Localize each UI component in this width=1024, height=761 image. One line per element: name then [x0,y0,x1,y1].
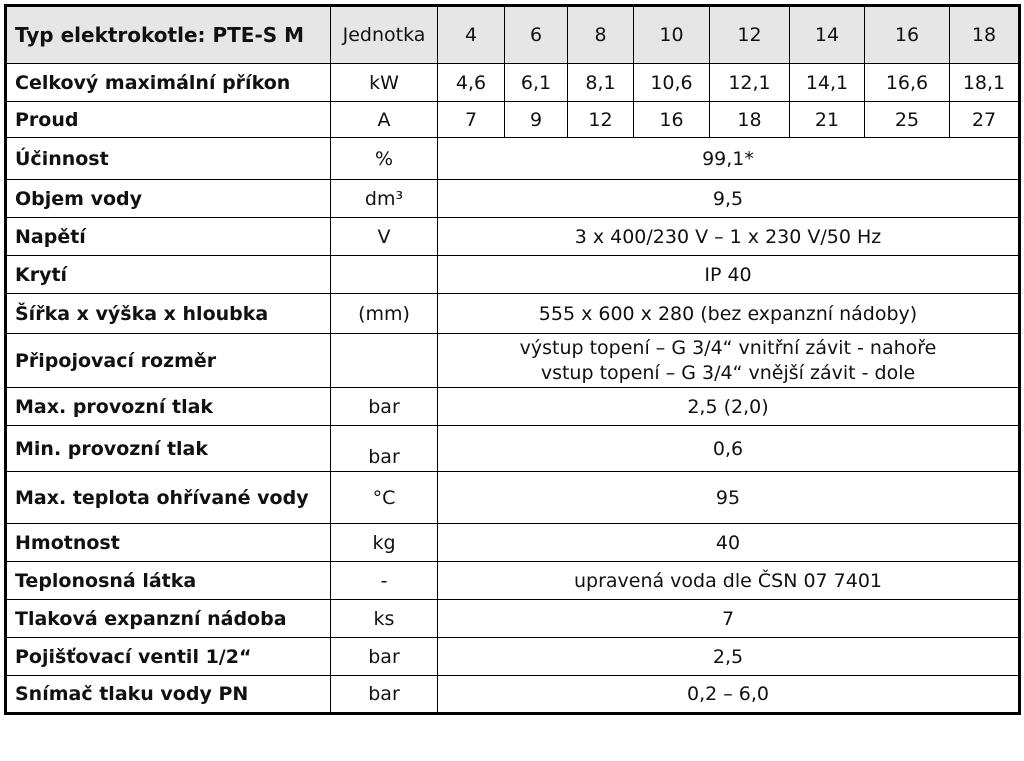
row-value: IP 40 [438,256,1020,294]
row-value-line: vstup topení – G 3/4“ vnější závit - dole [540,361,916,384]
row-param: Teplonosná látka [6,562,331,600]
row-param: Napětí [6,218,331,256]
row-value: 10,6 [634,64,710,102]
row-unit: A [331,102,438,138]
header-row [6,6,1020,64]
table-row [6,218,1020,256]
row-unit: kg [331,524,438,562]
row-unit: (mm) [331,294,438,334]
row-unit: bar [331,388,438,426]
row-param: Max. teplota ohřívané vody [6,472,331,524]
row-value: 2,5 (2,0) [438,388,1020,426]
row-value: 21 [790,102,865,138]
table-row [6,426,1020,472]
row-value: 0,6 [438,426,1020,472]
row-param: Min. provozní tlak [6,426,331,472]
row-value: 7 [438,102,505,138]
model-12: 12 [710,6,790,64]
spec-table [4,4,1021,715]
row-value: 99,1* [438,138,1020,180]
row-unit: V [331,218,438,256]
row-value: 18 [710,102,790,138]
table-row [6,138,1020,180]
row-param: Tlaková expanzní nádoba [6,600,331,638]
model-4: 4 [438,6,505,64]
row-value: 0,2 – 6,0 [438,676,1020,714]
row-value: upravená voda dle ČSN 07 7401 [438,562,1020,600]
row-unit: °C [331,472,438,524]
row-param: Objem vody [6,180,331,218]
row-value: 6,1 [505,64,568,102]
row-param: Pojišťovací ventil 1/2“ [6,638,331,676]
table-row [6,102,1020,138]
table-row [6,180,1020,218]
row-unit: % [331,138,438,180]
row-value: 4,6 [438,64,505,102]
row-value: 12,1 [710,64,790,102]
row-param: Celkový maximální příkon [6,64,331,102]
row-value: 14,1 [790,64,865,102]
row-unit [331,256,438,294]
row-unit [331,334,438,388]
row-unit: bar [331,426,438,472]
model-18: 18 [950,6,1020,64]
row-unit: ks [331,600,438,638]
row-param: Krytí [6,256,331,294]
row-value-line: výstup topení – G 3/4“ vnitřní závit - nahoře [519,336,937,359]
header-unit: Jednotka [331,6,438,64]
row-param: Hmotnost [6,524,331,562]
row-value: 25 [865,102,950,138]
row-value: 95 [438,472,1020,524]
table-body [6,6,1020,714]
row-param: Připojovací rozměr [6,334,331,388]
model-8: 8 [568,6,634,64]
row-param: Snímač tlaku vody PN [6,676,331,714]
table-row [6,600,1020,638]
row-value [438,334,1020,388]
row-value: 16,6 [865,64,950,102]
row-value: 9 [505,102,568,138]
row-unit: dm³ [331,180,438,218]
row-value: 27 [950,102,1020,138]
row-param: Šířka x výška x hloubka [6,294,331,334]
table-row [6,562,1020,600]
row-unit: bar [331,676,438,714]
row-unit: - [331,562,438,600]
model-6: 6 [505,6,568,64]
table-row [6,472,1020,524]
model-10: 10 [634,6,710,64]
row-value: 2,5 [438,638,1020,676]
table-row [6,638,1020,676]
row-value: 12 [568,102,634,138]
row-value: 9,5 [438,180,1020,218]
table-row [6,256,1020,294]
table-row [6,64,1020,102]
row-value: 16 [634,102,710,138]
table-row [6,676,1020,714]
row-value: 8,1 [568,64,634,102]
row-value: 40 [438,524,1020,562]
table-row [6,388,1020,426]
model-16: 16 [865,6,950,64]
table-row [6,524,1020,562]
row-value: 555 x 600 x 280 (bez expanzní nádoby) [438,294,1020,334]
table-row [6,294,1020,334]
row-param: Max. provozní tlak [6,388,331,426]
row-param: Účinnost [6,138,331,180]
row-value: 3 x 400/230 V – 1 x 230 V/50 Hz [438,218,1020,256]
model-14: 14 [790,6,865,64]
table-row [6,334,1020,388]
row-unit: bar [331,638,438,676]
header-param: Typ elektrokotle: PTE-S M [6,6,331,64]
row-value: 7 [438,600,1020,638]
row-unit: kW [331,64,438,102]
row-value: 18,1 [950,64,1020,102]
row-param: Proud [6,102,331,138]
